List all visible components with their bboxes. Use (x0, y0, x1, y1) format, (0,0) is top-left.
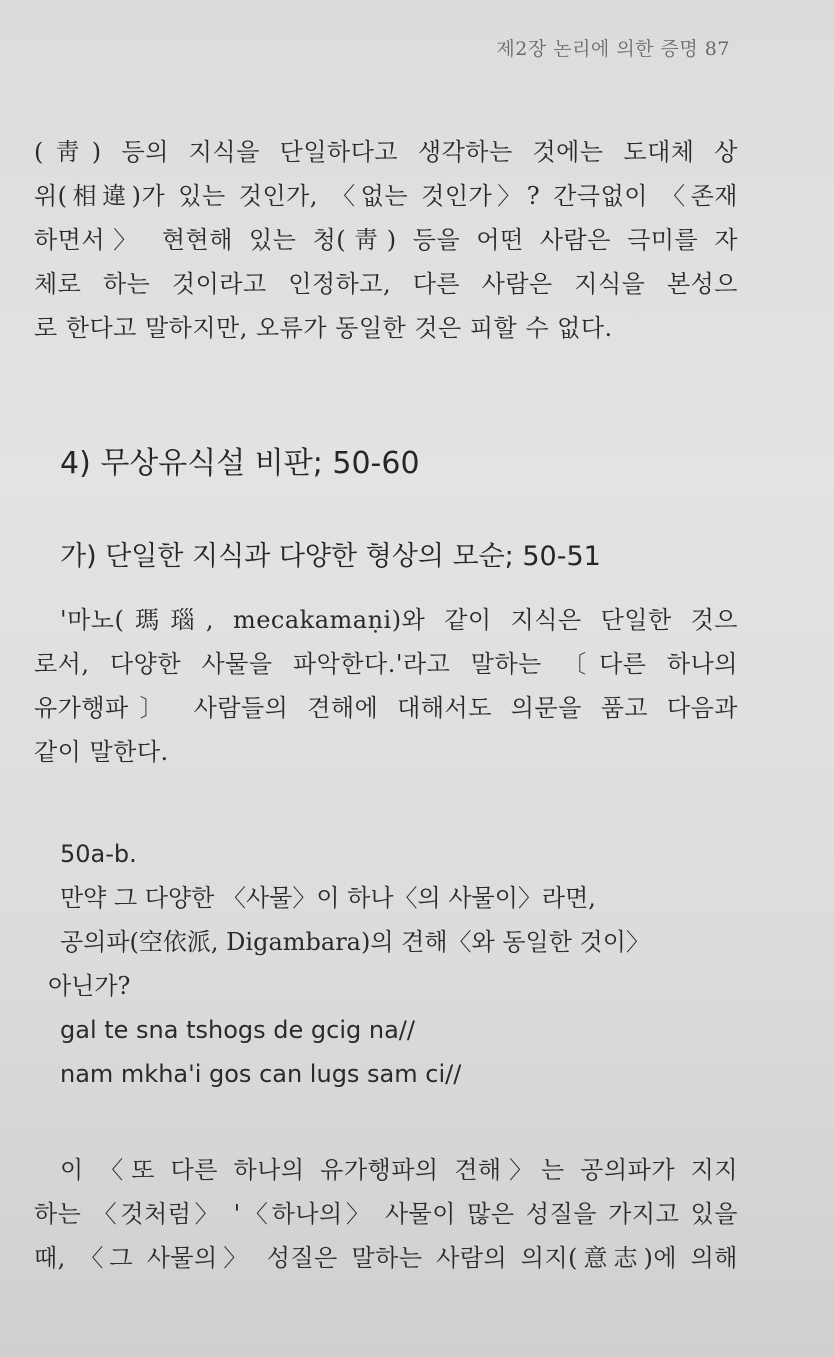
tibetan-line: nam mkha'i gos can lugs sam ci// (60, 1060, 462, 1088)
text-line: 하면서〉 현현해 있는 청(靑) 등을 어떤 사람은 극미를 자 (34, 226, 738, 254)
subsection-heading: 가) 단일한 지식과 다양한 형상의 모순; 50-51 (60, 541, 601, 572)
paragraph-continued (34, 130, 738, 350)
paragraph-commentary (34, 1148, 738, 1280)
text-line: (靑) 등의 지식을 단일하다고 생각하는 것에는 도대체 상 (34, 138, 738, 166)
text-line: 이 〈또 다른 하나의 유가행파의 견해〉는 공의파가 지지 (60, 1156, 738, 1184)
tibetan-line: gal te sna tshogs de gcig na// (60, 1016, 415, 1044)
text-line: 유가행파〕 사람들의 견해에 대해서도 의문을 품고 다음과 (34, 694, 738, 722)
text-line: 위(相違)가 있는 것인가, 〈없는 것인가〉? 간극없이 〈존재 (34, 182, 738, 210)
text-line: 때, 〈그 사물의〉 성질은 말하는 사람의 의지(意志)에 의해 (34, 1244, 738, 1272)
text-line: 같이 말한다. (34, 738, 169, 766)
paragraph-intro (34, 598, 738, 774)
running-header: 제2장 논리에 의한 증명 87 (496, 38, 730, 60)
verse-line: 아닌가? (48, 972, 131, 1000)
section-heading: 4) 무상유식설 비판; 50-60 (60, 446, 420, 481)
text-line: 하는 〈것처럼〉 '〈하나의〉 사물이 많은 성질을 가지고 있을 (34, 1200, 738, 1228)
text-line: '마노(瑪瑙, mecakamaṇi)와 같이 지식은 단일한 것으 (60, 606, 738, 634)
verse-block (48, 832, 754, 1096)
text-line: 로 한다고 말하지만, 오류가 동일한 것은 피할 수 없다. (34, 314, 613, 342)
text-line: 체로 하는 것이라고 인정하고, 다른 사람은 지식을 본성으 (34, 270, 738, 298)
text-line: 로서, 다양한 사물을 파악한다.'라고 말하는 〔다른 하나의 (34, 650, 738, 678)
verse-number: 50a-b. (60, 840, 137, 868)
verse-line: 공의파(空依派, Digambara)의 견해〈와 동일한 것이〉 (60, 928, 650, 956)
verse-line: 만약 그 다양한 〈사물〉이 하나〈의 사물이〉라면, (60, 884, 596, 912)
